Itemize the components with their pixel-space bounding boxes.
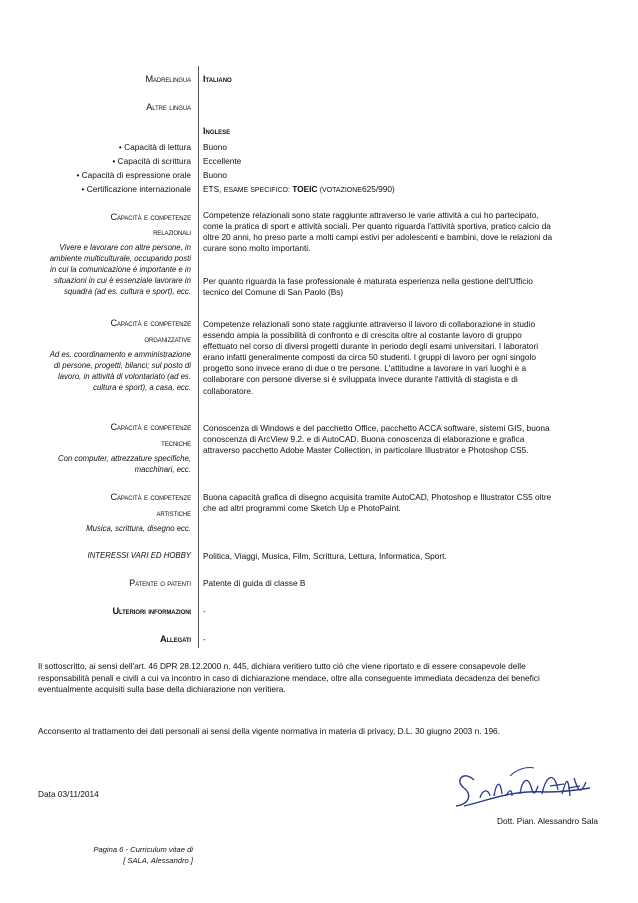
artistiche-text (203, 492, 599, 514)
text-line: Per quanto riguarda la fase professionale è maturata esperienza nella gestione dell'Ufficio (203, 276, 533, 286)
text-line: come la pratica di sport e attività sociali. Per quanto riguarda l'attività sportiva, pratico calcio da (203, 221, 551, 232)
ulteriori-label: Ulteriori informazioni (112, 606, 191, 616)
relazionali-text-2 (203, 276, 599, 298)
relazionali-title-2: relazionali (153, 227, 191, 237)
declaration-paragraph (38, 661, 598, 696)
scrittura-value: Eccellente (203, 156, 242, 166)
organizzative-sub-line: di persone, progetti, bilanci; sul posto di (54, 361, 191, 370)
scrittura-label: • Capacità di scrittura (112, 156, 191, 166)
interessi-value: Politica, Viaggi, Musica, Film, Scrittura, Lettura, Informatica, Sport. (203, 551, 447, 561)
altre-lingue-label: Altre lingua (146, 102, 191, 112)
text-line: Competenze relazionali sono state raggiunte attraverso le varie attività a cui ho partecipato, (203, 210, 539, 220)
artistiche-title-2: artistiche (156, 508, 191, 518)
organizzative-sub-line: lavoro, in attività di volontariato (ad es. (57, 372, 191, 381)
privacy-consent: Acconsento al trattamento dei dati personali ai sensi della vigente normativa in materia di privacy, D.L. 30 giugno 2003 n. 196. (38, 726, 500, 736)
interessi-label: INTERESSI VARI ED HOBBY (87, 551, 191, 560)
relazionali-sub-line: in cui la comunicazione è importante e in (50, 265, 191, 274)
text-line: effettuato nel corso di diversi progetti durante in periodo degli esami universitari. I laboratori (203, 341, 539, 352)
text-line: erano infatti generalmente composti da circa 50 studenti. I gruppi di lavoro per ogni singolo (203, 352, 536, 363)
madrelingua-label: Madrelingua (145, 74, 191, 84)
cert-esame: ESAME SPECIFICO: (223, 187, 290, 194)
relazionali-title: Capacità e competenze (110, 212, 191, 222)
date: Data 03/11/2014 (38, 789, 99, 799)
language-name: Inglese (203, 126, 231, 136)
text-line: eventualmente acquisiti sulla base della dichiarazione non veritiera. (38, 684, 286, 695)
allegati-label: Allegati (159, 634, 191, 644)
artistiche-title: Capacità e competenze (110, 492, 191, 502)
text-line: collaboratore. (203, 385, 254, 396)
madrelingua-value: Italiano (203, 74, 232, 84)
text-line: responsabilità penali e civili a cui va incontro in caso di dichiarazione mendace, oltre alla conseguente immediata decadenza dei benefici (38, 672, 540, 683)
text-line: che ad altri programmi come Sketch Up e PhotoPaint. (203, 503, 401, 514)
organizzative-text (203, 319, 599, 397)
organizzative-sub-line: Ad es. coordinamento e amministrazione (49, 350, 191, 359)
footer-line: [ SALA, Alessandro ] (123, 855, 193, 865)
relazionali-sub-line: ambiente multiculturale, occupando posti (49, 254, 191, 263)
text-line: tecnico del Comune di San Paolo (Bs) (203, 287, 344, 298)
relazionali-sub-line: Vivere e lavorare con altre persone, in (59, 243, 191, 252)
organizzative-title: Capacità e competenze (110, 318, 191, 328)
patente-label: Patente o patenti (129, 578, 191, 588)
cert-score: 625/990) (361, 184, 395, 194)
cert-toeic: TOEIC (292, 184, 318, 194)
certificazione-value (203, 184, 395, 196)
allegati-value: - (203, 634, 206, 644)
relazionali-text (203, 210, 599, 254)
text-line: Il sottoscritto, ai sensi dell'art. 46 DPR 28.12.2000 n. 445, dichiara veritiero tutto ciò che viene riportato e di essere consapevole delle (38, 661, 526, 671)
relazionali-sub-line: situazioni in cui è essenziale lavorare in (54, 276, 191, 285)
text-line: progetto sono invece erano di due o tre persone. L'attitudine a lavorare in vari luoghi e a (203, 363, 527, 374)
lettura-label: • Capacità di lettura (118, 142, 191, 152)
orale-value: Buono (203, 170, 227, 180)
text-line: Competenze relazionali sono state raggiunte attraverso il lavoro di collaborazione in studio (203, 319, 536, 329)
text-line: attraverso pacchetto Adobe Master Collection, in particolare Illustrator e Photoshop CS5. (203, 445, 529, 456)
text-line: curare sono molto importanti. (203, 243, 311, 254)
orale-label: • Capacità di espressione orale (76, 170, 191, 180)
signature-image (450, 760, 598, 814)
column-divider (198, 66, 199, 648)
text-line: collaborare con persone diverse si è sviluppata invece durante l'attività di stagista e di (203, 374, 518, 385)
signatory-name: Dott. Pian. Alessandro Sala (496, 816, 598, 826)
organizzative-title-2: organizzative (144, 334, 191, 344)
text-line: essendo ampia la possibilità di confronto e di crescita oltre al costante lavoro di gruppo (203, 330, 522, 341)
tecniche-sub-line: macchinari, ecc. (134, 465, 191, 474)
tecniche-title: Capacità e competenze (110, 422, 191, 432)
text-line: conoscenza di ArcView 9.2. e di AutoCAD. Buona conoscenza di elaborazione e grafica (203, 434, 525, 445)
lettura-value: Buono (203, 142, 227, 152)
organizzative-sub-line: cultura e sport), a casa, ecc. (93, 383, 191, 392)
tecniche-sub-line: Con computer, attrezzature specifiche, (57, 454, 191, 463)
ulteriori-value: - (203, 606, 206, 616)
text-line: Conoscenza di Windows e del pacchetto Office, pacchetto ACCA software, sistemi GIS, buona (203, 423, 550, 433)
cert-prefix: ETS, (203, 184, 222, 194)
tecniche-title-2: tecniche (161, 438, 191, 448)
certificazione-label: • Certificazione internazionale (81, 184, 191, 194)
cert-votazione: (VOTAZIONE (319, 187, 362, 194)
tecniche-text (203, 423, 599, 456)
footer-line: Pagina 6 - Curriculum vitae di (93, 845, 193, 854)
page-footer (93, 845, 193, 866)
artistiche-sub-line: Musica, scrittura, disegno ecc. (86, 524, 191, 533)
relazionali-sub-line: squadra (ad es. cultura e sport), ecc. (64, 287, 191, 296)
text-line: oltre 20 anni, ho preso parte a molti campi estivi per adolescenti e bambini, dove le relazioni da (203, 232, 553, 243)
text-line: Buona capacità grafica di disegno acquisita tramite AutoCAD, Photoshop e Illustrator CS5 oltre (203, 492, 552, 502)
patente-value: Patente di guida di classe B (203, 578, 306, 588)
